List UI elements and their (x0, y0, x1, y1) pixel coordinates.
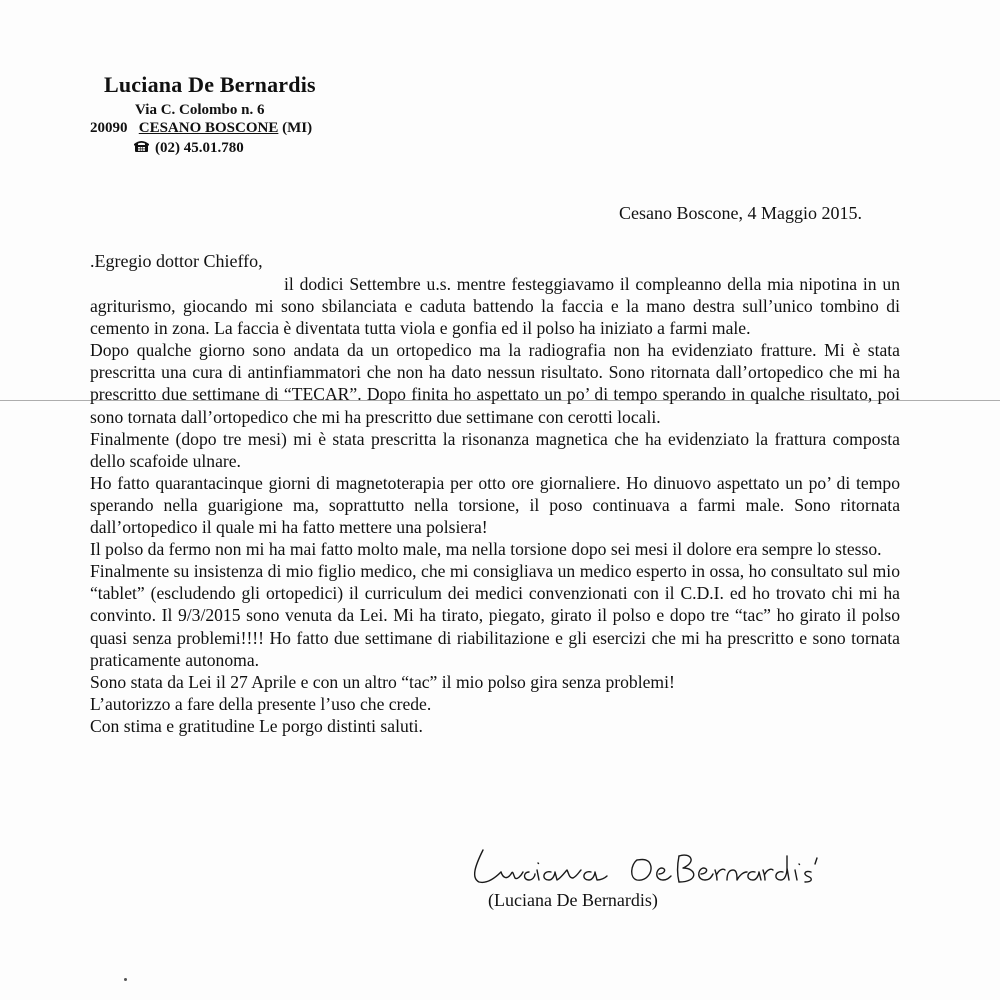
scan-artifact-dot (124, 978, 127, 981)
printed-name: (Luciana De Bernardis) (488, 890, 658, 910)
handwritten-signature (465, 838, 855, 898)
sender-name: Luciana De Bernardis (104, 72, 316, 97)
sender-phone: (02) 45.01.780 (155, 140, 244, 156)
paragraph-2: Dopo qualche giorno sono andata da un ortopedico ma la radiografia non ha evidenziato fratture. Mi è stata prescritta una cura di antinfiammatori che non ha dato nessun risultato. Sono ritornata dall’ortopedico che mi ha prescritto due settimane di “TECAR”. Dopo finita ho aspettato un po’ di tempo sperando in qualche risultato, poi sono tornata dall’ortopedico che mi ha prescritto due settimane con cerotti locali. (90, 340, 900, 427)
sender-city-line (90, 120, 312, 137)
paragraph-6: Finalmente su insistenza di mio figlio medico, che mi consigliava un medico esperto in ossa, ho consultato sul mio “tablet” (escludendo gli ortopedici) il curriculum dei medici convenzionati con il C.D.I. ed ho trovato chi mi ha convinto. Il 9/3/2015 sono venuta da Lei. Mi ha tirato, piegato, girato il polso e dopo tre “tac” ho girato il polso quasi senza problemi!!!! Ho fatto due settimane di riabilitazione e gli esercizi che mi ha prescritto e sono tornata praticamente autonoma. (90, 561, 900, 670)
salutation: .Egregio dottor Chieffo, (90, 251, 263, 271)
sender-city: CESANO BOSCONE (138, 120, 279, 136)
sender-postcode: 20090 (90, 120, 128, 136)
paragraph-3: Finalmente (dopo tre mesi) mi è stata prescritta la risonanza magnetica che ha evidenziato la frattura composta dello scafoide ulnare. (90, 428, 900, 471)
paragraph-1: il dodici Settembre u.s. mentre festeggiavamo il compleanno della mia nipotina in un agriturismo, giocando mi sono sbilanciata e caduta battendo la faccia e la mano destra sull’unico tombino di cemento in zona. La faccia è diventata tutta viola e gonfia ed il polso ha iniziato a farmi male. (90, 274, 900, 339)
paragraph-9: Con stima e gratitudine Le porgo distinti saluti. (90, 715, 423, 736)
paragraph-7: Sono stata da Lei il 27 Aprile e con un altro “tac” il mio polso gira senza problemi! (90, 671, 675, 692)
sender-province: (MI) (282, 120, 313, 136)
paragraph-5: Il polso da fermo non mi ha mai fatto molto male, ma nella torsione dopo sei mesi il dolore era sempre lo stesso. (90, 539, 882, 560)
letter-date: Cesano Boscone, 4 Maggio 2015. (619, 203, 862, 223)
letter-body (90, 273, 900, 737)
paragraph-8: L’autorizzo a fare della presente l’uso che crede. (90, 693, 432, 714)
sender-phone-line (134, 140, 244, 157)
paragraph-4: Ho fatto quarantacinque giorni di magnetoterapia per otto ore giornaliere. Ho dinuovo aspettato un po’ di tempo sperando nella guarigione ma, soprattutto nella torsione, il poso continuava a farmi male. Sono ritornata dall’ortopedico il quale mi ha fatto mettere una polsiera! (90, 472, 900, 538)
sender-street: Via C. Colombo n. 6 (135, 102, 265, 118)
telephone-icon (134, 140, 149, 157)
